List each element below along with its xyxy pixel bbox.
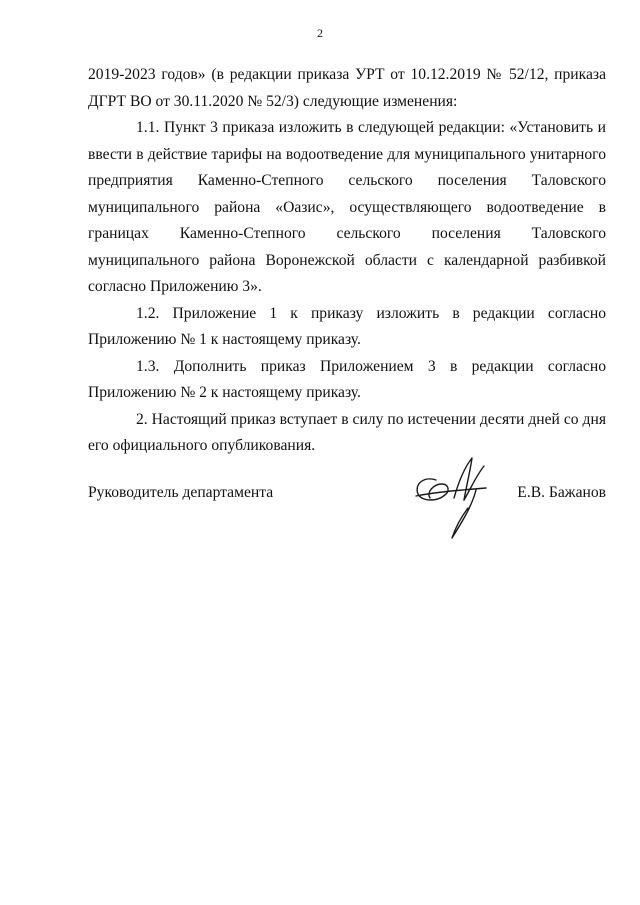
- paragraph-continuation: 2019-2023 годов» (в редакции приказа УРТ от 10.12.2019 № 52/12, приказа ДГРТ ВО от 30.11.2020 № 52/3) следующие изменения:: [88, 66, 606, 110]
- paragraph-item-2: 2. Настоящий приказ вступает в силу по истечении десяти дней со дня его официального опубликования.: [88, 410, 606, 454]
- signatory-title: Руководитель департамента: [88, 484, 274, 501]
- document-body: [88, 62, 606, 460]
- paragraph-item-1-2: 1.2. Приложение 1 к приказу изложить в редакции согласно Приложению № 1 к настоящему приказу.: [88, 304, 606, 348]
- signatory-name: Е.В. Бажанов: [517, 484, 606, 501]
- paragraph-item-1-3: 1.3. Дополнить приказ Приложением 3 в редакции согласно Приложению № 2 к настоящему приказу.: [88, 357, 606, 401]
- handwritten-signature: [406, 450, 516, 550]
- paragraph-item-1-1: 1.1. Пункт 3 приказа изложить в следующей редакции: «Установить и ввести в действие тарифы на водоотведение для муниципального унитарного предприятия Каменно-Степного сельского поселения Таловского муниципального района «Оазис», осуществляющего водоотведение в границах Каменно-Степного сельского поселения Таловского муниципального района Воронежской области с календарной разбивкой согласно Приложению 3».: [88, 119, 606, 295]
- page-number: 2: [317, 26, 323, 40]
